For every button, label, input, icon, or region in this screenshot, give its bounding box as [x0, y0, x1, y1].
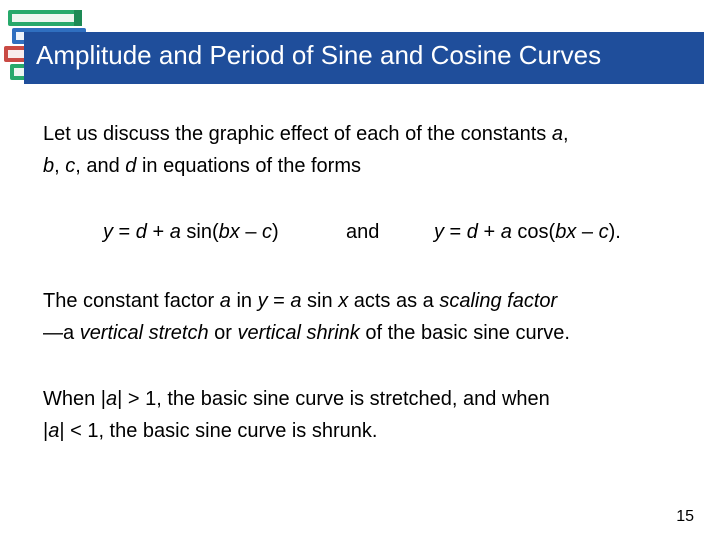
slide-title: Amplitude and Period of Sine and Cosine Curves	[36, 40, 602, 70]
and-connector: and	[346, 221, 380, 243]
sine-equation: y = d + a sin(bx – c)	[103, 221, 279, 243]
page-number: 15	[676, 508, 694, 525]
intro-paragraph: Let us discuss the graphic effect of each of the constants a, b, c, and d in equations of the forms	[43, 123, 569, 177]
stretch-shrink-paragraph: When |a| > 1, the basic sine curve is stretched, and when |a| < 1, the basic sine curve is shrunk.	[43, 388, 550, 442]
scaling-factor-paragraph: The constant factor a in y = a sin x acts as a scaling factor —a vertical stretch or vertical shrink of the basic sine curve.	[43, 290, 570, 344]
cosine-equation: y = d + a cos(bx – c).	[434, 221, 621, 243]
